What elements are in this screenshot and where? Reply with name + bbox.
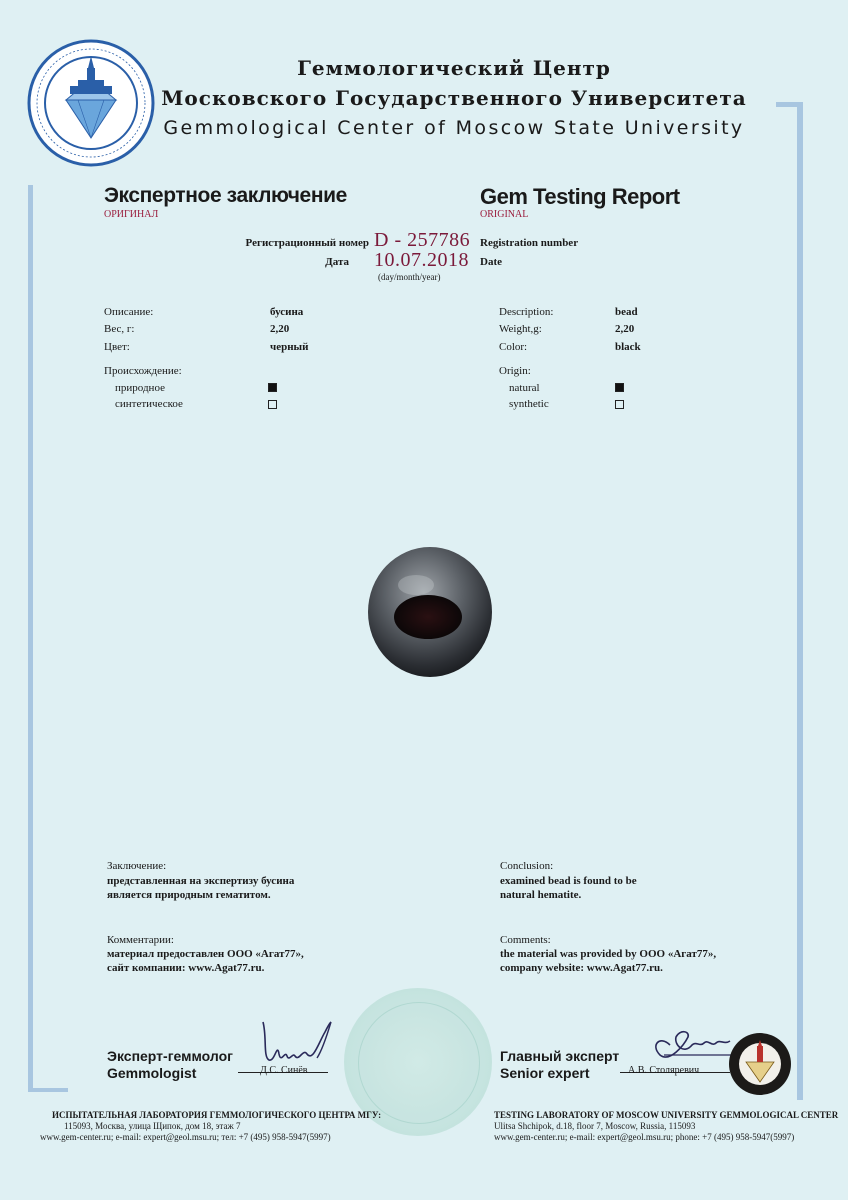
natural-label-ru: природное	[115, 382, 165, 394]
natural-label-en: natural	[509, 382, 540, 394]
center-title-ru-line1: Геммологический Центр	[297, 56, 611, 80]
footer-en-line1: TESTING LABORATORY OF MOSCOW UNIVERSITY GEMMOLOGICAL CENTER	[494, 1110, 839, 1120]
comments-label-en: Comments:	[500, 934, 551, 946]
senior-name: А.В. Столяревич	[628, 1065, 700, 1076]
footer-ru-line3: www.gem-center.ru; e-mail: expert@geol.msu.ru; тел: +7 (495) 958-5947(5997)	[40, 1132, 331, 1142]
comments-label-ru: Комментарии:	[107, 934, 174, 946]
comments-text-en-1: the material was provided by ООО «Агат77»,	[500, 948, 717, 960]
synthetic-label-en: synthetic	[509, 398, 549, 410]
color-value-en: black	[615, 341, 641, 353]
hematite-bead-photo	[366, 545, 494, 679]
origin-label-en: Origin:	[499, 365, 531, 377]
expert-signature	[255, 1002, 345, 1072]
weight-label-ru: Вес, г:	[104, 323, 135, 335]
date-format: (day/month/year)	[378, 272, 441, 282]
natural-checkbox-en	[615, 383, 624, 392]
registration-number: D - 257786	[374, 229, 471, 251]
conclusion-text-en-2: natural hematite.	[500, 889, 582, 901]
original-label-ru: ОРИГИНАЛ	[104, 209, 159, 220]
reg-label-en: Registration number	[480, 237, 579, 249]
color-label-ru: Цвет:	[104, 341, 130, 353]
date-label-ru: Дата	[325, 256, 349, 268]
comments-text-ru-1: материал предоставлен ООО «Агат77»,	[107, 948, 304, 960]
center-title-en: Gemmological Center of Moscow State University	[163, 117, 745, 139]
description-label-en: Description:	[499, 306, 554, 318]
footer-en-line3: www.gem-center.ru; e-mail: expert@geol.msu.ru; phone: +7 (495) 958-5947(5997)	[494, 1132, 795, 1142]
conclusion-text-ru-1: представленная на экспертизу бусина	[107, 875, 295, 887]
origin-label-ru: Происхождение:	[104, 365, 182, 377]
expert-title-ru: Эксперт-геммолог	[107, 1048, 233, 1064]
report-title-en: Gem Testing Report	[480, 184, 680, 209]
reg-label-ru: Регистрационный номер	[245, 237, 369, 249]
conclusion-text-ru-2: является природным гематитом.	[107, 889, 271, 901]
senior-expert-signature	[640, 1015, 740, 1070]
conclusion-label-en: Conclusion:	[500, 860, 554, 872]
conclusion-text-en-1: examined bead is found to be	[500, 875, 637, 887]
color-value-ru: черный	[270, 341, 309, 353]
center-round-seal	[728, 1032, 792, 1096]
weight-value-ru: 2,20	[270, 323, 290, 335]
senior-title-en: Senior expert	[500, 1065, 590, 1081]
expert-title-en: Gemmologist	[107, 1065, 197, 1081]
synthetic-label-ru: синтетическое	[115, 398, 183, 410]
senior-title-ru: Главный эксперт	[500, 1048, 620, 1064]
conclusion-label-ru: Заключение:	[107, 860, 167, 872]
footer-ru-line2: 115093, Москва, улица Щипок, дом 18, этаж 7	[64, 1121, 241, 1131]
comments-text-en-2: company website: www.Agat77.ru.	[500, 962, 663, 974]
original-label-en: ORIGINAL	[480, 209, 529, 220]
description-value-en: bead	[615, 306, 638, 318]
center-title-ru-line2: Московского Государственного Университета	[161, 86, 747, 110]
footer-en-line2: Ulitsa Shchipok, d.18, floor 7, Moscow, Russia, 115093	[494, 1121, 696, 1131]
expert-name: Д.С. Синёв	[260, 1065, 308, 1076]
natural-checkbox-ru	[268, 383, 277, 392]
description-value-ru: бусина	[270, 306, 304, 318]
report-title-ru: Экспертное заключение	[104, 184, 347, 207]
color-label-en: Color:	[499, 341, 528, 353]
frame-right-line	[797, 102, 803, 1100]
comments-text-ru-2: сайт компании: www.Agat77.ru.	[107, 962, 265, 974]
weight-label-en: Weight,g:	[499, 323, 542, 335]
weight-value-en: 2,20	[615, 323, 635, 335]
report-date: 10.07.2018	[374, 249, 469, 271]
date-label-en: Date	[480, 256, 502, 268]
frame-left-line	[28, 185, 33, 1090]
description-label-ru: Описание:	[104, 306, 154, 318]
frame-left-bottom-line	[28, 1088, 68, 1092]
synthetic-checkbox-en	[615, 400, 624, 409]
synthetic-checkbox-ru	[268, 400, 277, 409]
footer-ru-line1: ИСПЫТАТЕЛЬНАЯ ЛАБОРАТОРИЯ ГЕММОЛОГИЧЕСКОГО ЦЕНТРА МГУ:	[52, 1110, 382, 1120]
